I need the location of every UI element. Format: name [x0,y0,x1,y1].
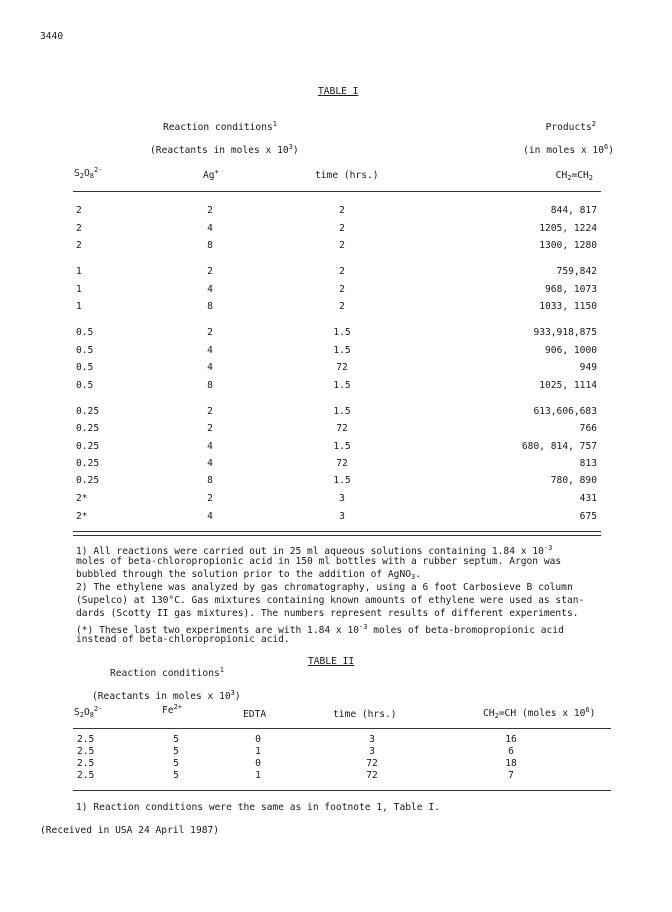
table1-row-7-persulfate-cell: 0.5 [76,327,94,338]
table1-col-persulfate: $S_2O_8^{2-}$ [74,166,103,180]
table1-row-4-ethylene-cell: 759,842 [556,266,597,277]
table1-row-10-ethylene-cell: 1025, 1114 [539,380,597,391]
table1-row-5-time-cell: 2 [339,284,345,295]
table1-row-8-time-cell: 1.5 [333,345,351,356]
table1-row-12-ethylene-cell: 766 [579,423,597,434]
table1-row-12-time-cell: 72 [336,423,348,434]
table2-row-4-iron-cell: 5 [173,770,179,781]
table1-row-16-silver-cell: 2 [207,493,213,504]
table1-row-13-persulfate-cell: 0.25 [76,441,100,452]
table1-row-17-persulfate-cell: 2* [76,511,88,522]
table1-row-1-ethylene-cell: 844, 817 [550,205,597,216]
page-number: 3440 [40,31,64,42]
table1-row-5-ethylene-cell: 968, 1073 [545,284,597,295]
table2-row-3-edta-cell: 0 [255,758,261,769]
table1-reactants-units: (Reactants in moles x $10^3$) [150,143,299,156]
table1-row-6-time-cell: 2 [339,301,345,312]
table1-row-16-ethylene-cell: 431 [579,493,597,504]
table2-row-4-persulfate-cell: 2.5 [77,770,95,781]
table2-row-1-persulfate-cell: 2.5 [77,734,95,745]
table2-row-2-persulfate-cell: 2.5 [77,746,95,757]
table1-row-1-silver-cell: 2 [207,205,213,216]
table1-row-11-time-cell: 1.5 [333,406,351,417]
table1-row-7-ethylene-cell: 933,918,875 [533,327,597,338]
table1-col-ethylene: $CH_2=CH_2$ [555,170,593,182]
table2-col-ethylene: $CH_2=CH$ (moles x $10^6$) [483,706,596,720]
table1-row-3-ethylene-cell: 1300, 1280 [539,240,597,251]
table1-row-2-ethylene-cell: 1205, 1224 [539,223,597,234]
table1-row-10-silver-cell: 8 [207,380,213,391]
table1-row-13-time-cell: 1.5 [333,441,351,452]
table2-row-2-iron-cell: 5 [173,746,179,757]
table1-row-17-time-cell: 3 [339,511,345,522]
table2-row-4-ethylene-cell: 7 [508,770,514,781]
table1-reaction-conditions-label: Reaction conditions$^1$ [163,120,277,133]
table1-header-rule [73,191,601,192]
table1-row-3-time-cell: 2 [339,240,345,251]
table1-footnote-line7: (*) These last two experiments are with 1.84 x $10^{-3}$ moles of beta-bromopropionic acid [76,623,564,636]
table1-row-7-time-cell: 1.5 [333,327,351,338]
table1-title: TABLE I [318,86,359,97]
table1-col-time: time (hrs.) [315,170,379,181]
table1-row-7-silver-cell: 2 [207,327,213,338]
table2-row-2-time-cell: 3 [369,746,375,757]
table2-title: TABLE II [308,656,355,667]
table1-footnote-line3: bubbled through the solution prior to the addition of AgNO$_3$. [76,569,422,581]
table1-row-16-persulfate-cell: 2* [76,493,88,504]
table2-col-time: time (hrs.) [333,709,397,720]
table1-footnote-line1: 1) All reactions were carried out in 25 ml aqueous solutions containing 1.84 x $10^{-3}$ [76,544,553,557]
table1-footnote-line5: (Supelco) at 130°C. Gas mixtures containing known amounts of ethylene were used as stan- [76,595,585,606]
received-date: (Received in USA 24 April 1987) [40,825,220,836]
table2-col-iron: $Fe^{2+}$ [162,703,182,716]
table1-row-9-time-cell: 72 [336,362,348,373]
table2-row-3-ethylene-cell: 18 [505,758,517,769]
table1-products-units: (in moles x $10^6$) [523,143,614,156]
table2-row-1-iron-cell: 5 [173,734,179,745]
table1-row-3-persulfate-cell: 2 [76,240,82,251]
table2-col-persulfate: $S_2O_8^{2-}$ [74,705,103,719]
table1-row-6-persulfate-cell: 1 [76,301,82,312]
table1-row-14-persulfate-cell: 0.25 [76,458,100,469]
table2-row-3-persulfate-cell: 2.5 [77,758,95,769]
table2-row-3-time-cell: 72 [366,758,378,769]
table1-row-4-time-cell: 2 [339,266,345,277]
table2-reaction-conditions-label: Reaction conditions$^1$ [110,666,224,679]
table1-row-11-persulfate-cell: 0.25 [76,406,100,417]
table1-row-12-persulfate-cell: 0.25 [76,423,100,434]
table1-row-9-silver-cell: 4 [207,362,213,373]
table2-footnote: 1) Reaction conditions were the same as in footnote 1, Table I. [76,802,440,813]
table1-row-10-time-cell: 1.5 [333,380,351,391]
table1-row-14-silver-cell: 4 [207,458,213,469]
table1-row-6-silver-cell: 8 [207,301,213,312]
table1-col-silver: Ag+ [203,168,219,181]
table2-row-4-edta-cell: 1 [255,770,261,781]
table1-row-2-silver-cell: 4 [207,223,213,234]
table1-row-8-persulfate-cell: 0.5 [76,345,94,356]
table1-row-1-time-cell: 2 [339,205,345,216]
table1-row-8-silver-cell: 4 [207,345,213,356]
table1-row-4-silver-cell: 2 [207,266,213,277]
table1-row-15-time-cell: 1.5 [333,475,351,486]
table1-row-8-ethylene-cell: 906, 1000 [545,345,597,356]
table1-row-6-ethylene-cell: 1033, 1150 [539,301,597,312]
table2-row-2-ethylene-cell: 6 [508,746,514,757]
table1-row-15-silver-cell: 8 [207,475,213,486]
table1-row-16-time-cell: 3 [339,493,345,504]
table1-row-12-silver-cell: 2 [207,423,213,434]
table1-row-11-ethylene-cell: 613,606,683 [533,406,597,417]
table1-row-9-ethylene-cell: 949 [579,362,597,373]
table1-row-17-silver-cell: 4 [207,511,213,522]
table2-row-1-time-cell: 3 [369,734,375,745]
table2-header-rule [73,728,611,729]
table2-row-1-edta-cell: 0 [255,734,261,745]
table2-bottom-rule [73,790,611,791]
table1-row-14-time-cell: 72 [336,458,348,469]
table1-row-2-time-cell: 2 [339,223,345,234]
table1-row-4-persulfate-cell: 1 [76,266,82,277]
table1-row-13-silver-cell: 4 [207,441,213,452]
table1-row-1-persulfate-cell: 2 [76,205,82,216]
table1-row-2-persulfate-cell: 2 [76,223,82,234]
table1-row-11-silver-cell: 2 [207,406,213,417]
table2-reactants-units: (Reactants in moles x $10^3$) [92,689,241,702]
table2-col-edta: EDTA [243,709,267,720]
table2-row-4-time-cell: 72 [366,770,378,781]
table1-footnote-line2: moles of beta-chloropropionic acid in 150 ml bottles with a rubber septum. Argon was [76,556,562,567]
table1-row-5-persulfate-cell: 1 [76,284,82,295]
table1-products-label: Products$^2$ [545,120,596,133]
table1-row-3-silver-cell: 8 [207,240,213,251]
table1-row-15-ethylene-cell: 780, 890 [550,475,597,486]
table1-row-10-persulfate-cell: 0.5 [76,380,94,391]
table1-row-9-persulfate-cell: 0.5 [76,362,94,373]
table1-row-14-ethylene-cell: 813 [579,458,597,469]
table1-row-13-ethylene-cell: 680, 814, 757 [521,441,597,452]
table2-row-2-edta-cell: 1 [255,746,261,757]
table1-footnote-line4: 2) The ethylene was analyzed by gas chromatography, using a 6 foot Carbosieve B column [76,582,573,593]
table1-row-15-persulfate-cell: 0.25 [76,475,100,486]
table1-footnote-line6: dards (Scotty II gas mixtures). The numbers represent results of different experiments. [76,608,579,619]
table2-row-1-ethylene-cell: 16 [505,734,517,745]
table2-row-3-iron-cell: 5 [173,758,179,769]
table1-footnote-line8: instead of beta-chloropropionic acid. [76,634,290,645]
table1-row-5-silver-cell: 4 [207,284,213,295]
table1-row-17-ethylene-cell: 675 [579,511,597,522]
table1-bottom-rule [73,531,601,536]
